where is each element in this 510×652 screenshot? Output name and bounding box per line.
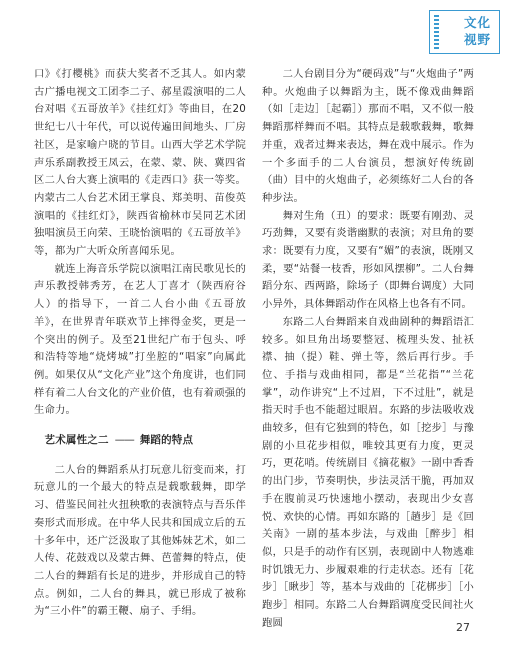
section-title xyxy=(464,14,491,48)
section-heading xyxy=(34,432,246,450)
page-number: 27 xyxy=(456,621,470,634)
left-column xyxy=(34,66,246,621)
paragraph: 口》《打樱桃》而获大奖者不乏其人。如内蒙古广播电视文工团李二子、郝星霞演唱的二人台对唱《五哥放羊》《挂红灯》等曲目，在20世纪七八十年代，可以说传遍田间地头、厂房社区，是家喻户晓的节目。山西大学艺术学院声乐系副教授王凤云，在蒙、蒙、陕、冀四省区二人台大赛上演唱的《走西口》获一等奖。内蒙古二人台艺术团王掌良、郑美明、苗俊英演唱的《挂红灯》，陕西省榆林市吴同艺术团独唱演员王向荣、王晓怡演唱的《五哥放羊》等，都为广大听众所喜闻乐见。 xyxy=(34,68,246,258)
section-title-line2: 视野 xyxy=(463,32,491,47)
paragraph: 东路二人台舞蹈来自戏曲剧种的舞蹈语汇较多。如旦角出场要整冠、梳理头发、扯袄襟、抽（提）鞋、弹土等，然后再行步。手位、手指与戏曲相同，都是“兰花指”“兰花掌”，动作讲究“上不过眉，下不过肚”，就是指天时手也不能超过眼眉。东路的步法吸收戏曲较多，但有它独到的特色，如［挖步］与豫剧的小旦花步相似，唯较其更有力度，更灵巧，更花哨。传统剧目《摘花椒》一剧中香香的出门步，节奏明快，步法灵活干脆，再加双手在腹前灵巧快速地小摆动，表现出少女喜悦、欢快的心情。再如东路的［趟步］是《回关南》一剧的基本步法，与戏曲［醉步］相似，只是手的动作有区别，表现剧中人物逃难时饥饿无力、步履艰难的行走状态。还有［花步］［瞅步］等，基本与戏曲的［花梆步］［小跑步］相同。东路二人台舞蹈调度受民间社火跑圆 xyxy=(262,315,474,629)
paragraph: 二人台的舞蹈系从打玩意儿衍变而来，打玩意儿的一个最大的特点是载歌载舞，即学习、借鉴民间社火扭秧歌的表演特点与吾乐伴奏形式而形成。在中华人民共和国成立后的五十多年中，还广泛汲取了其他姊妹艺术，如二人传、花鼓戏以及蒙古舞、芭蕾舞的特点，使二人台的舞蹈有长足的进步，并形成自己的特点。例如，二人台的舞具，就已形成了被称为“三小件”的霸王鞭、扇子、手绢。 xyxy=(34,463,246,618)
right-column xyxy=(262,66,474,633)
section-heading-label: 艺术属性之二 xyxy=(44,434,109,447)
section-heading-dash: —— xyxy=(114,434,134,447)
section-badge xyxy=(429,10,500,54)
paragraph: 就连上海音乐学院以演唱江南民歌见长的声乐教授韩秀芳，在艺人丁喜才（陕西府谷人）的指导下，一首二人台小曲《五哥放羊》，在世界青年联欢节上摔得金奖，更是一个突出的例子。及至21世纪广布于包头、呼和浩特等地“烧烤城”打坐腔的“唱家”向属此例。如果仅从“文化产业”这个角度讲，也们同样有着二人台文化的产业价值，也有着顽强的生命力。 xyxy=(34,262,246,417)
paragraph: 二人台剧目分为“硬码戏”与“火炮曲子”两种。火炮曲子以舞蹈为主，既不像戏曲舞蹈（如［走边］［起霸］）那而不唱，又不似一般舞蹈那样舞而不唱。其特点是载歌载舞，歌舞并重，戏者过舞来表达，舞在戏中展示。作为一个多面手的二人台演员，想演好传统剧（曲）目中的火炮曲子，必须练好二人台的各种步法。 xyxy=(262,68,474,204)
section-title-line1: 文化 xyxy=(463,15,491,30)
badge-stripe-decoration xyxy=(434,15,439,49)
section-heading-title: 舞蹈的特点 xyxy=(139,434,194,447)
paragraph: 舞对生角（丑）的要求：既要有刚劲、灵巧劲舞，又要有炎谐幽默的表演；对旦角的要求：既要有力度，又要有“媚”的表演，既刚又柔，要“站餐一枝香，形如风摆柳”。二人台舞蹈分东、西两路，除场子（即舞台调度）大同小异外，具体舞蹈动作在风格上也各有不同。 xyxy=(262,209,474,311)
